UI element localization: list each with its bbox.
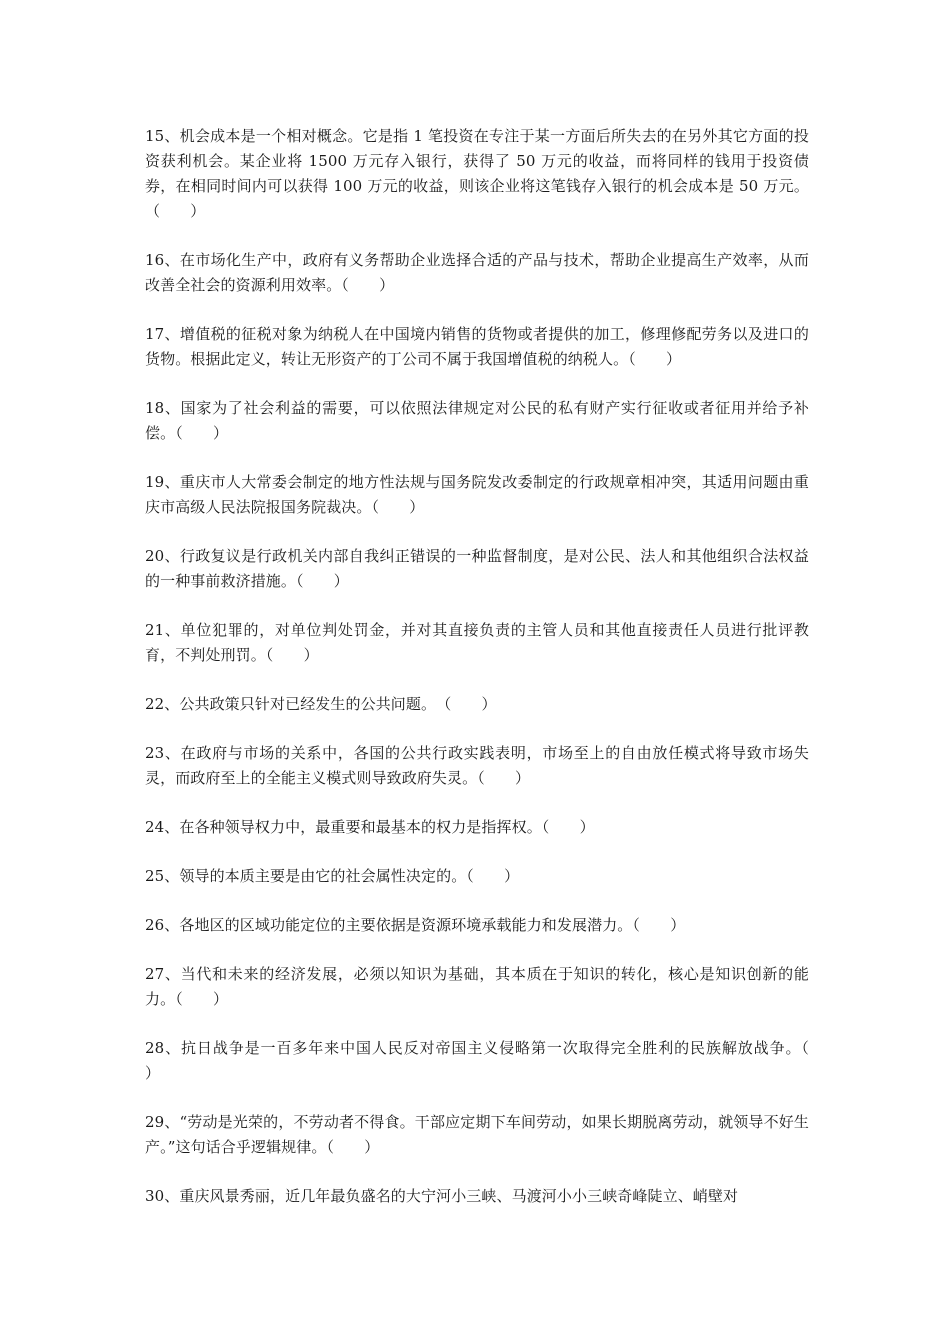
- question-16: 16、在市场化生产中，政府有义务帮助企业选择合适的产品与技术，帮助企业提高生产效率，从而改善全社会的资源利用效率。（ ）: [145, 251, 809, 294]
- question-list: [145, 124, 840, 1209]
- question-30: 30、重庆风景秀丽，近几年最负盛名的大宁河小三峡、马渡河小小三峡奇峰陡立、峭壁对: [145, 1187, 739, 1205]
- question-21: 21、单位犯罪的，对单位判处罚金，并对其直接负责的主管人员和其他直接责任人员进行批评教育，不判处刑罚。（ ）: [145, 621, 809, 664]
- question-17: 17、增值税的征税对象为纳税人在中国境内销售的货物或者提供的加工，修理修配劳务以及进口的货物。根据此定义，转让无形资产的丁公司不属于我国增值税的纳税人。（ ）: [145, 325, 809, 368]
- question-19: 19、重庆市人大常委会制定的地方性法规与国务院发改委制定的行政规章相冲突，其适用问题由重庆市高级人民法院报国务院裁决。（ ）: [145, 473, 809, 516]
- question-20: 20、行政复议是行政机关内部自我纠正错误的一种监督制度，是对公民、法人和其他组织合法权益的一种事前救济措施。（ ）: [145, 547, 809, 590]
- question-15: 15、机会成本是一个相对概念。它是指 1 笔投资在专注于某一方面后所失去的在另外其它方面的投资获利机会。某企业将 1500 万元存入银行，获得了 50 万元的收益，而将同样的钱用于投资债券，在相同时间内可以获得 100 万元的收益，则该企业将这笔钱存入银行的机会成本是 50 万元。（ ）: [145, 127, 809, 220]
- question-25: 25、领导的本质主要是由它的社会属性决定的。（ ）: [145, 867, 520, 885]
- question-23: 23、在政府与市场的关系中，各国的公共行政实践表明，市场至上的自由放任模式将导致市场失灵，而政府至上的全能主义模式则导致政府失灵。（ ）: [145, 744, 809, 787]
- question-27: 27、当代和未来的经济发展，必须以知识为基础，其本质在于知识的转化，核心是知识创新的能力。（ ）: [145, 965, 809, 1008]
- question-26: 26、各地区的区域功能定位的主要依据是资源环境承载能力和发展潜力。（ ）: [145, 916, 686, 934]
- question-28: 28、抗日战争是一百多年来中国人民反对帝国主义侵略第一次取得完全胜利的民族解放战争。（ ）: [145, 1039, 840, 1082]
- question-24: 24、在各种领导权力中，最重要和最基本的权力是指挥权。（ ）: [145, 818, 595, 836]
- question-22: 22、公共政策只针对已经发生的公共问题。 （ ）: [145, 695, 497, 713]
- question-18: 18、国家为了社会利益的需要，可以依照法律规定对公民的私有财产实行征收或者征用并给予补偿。（ ）: [145, 399, 809, 442]
- question-29: 29、“劳动是光荣的，不劳动者不得食。干部应定期下车间劳动，如果长期脱离劳动，就领导不好生产。”这句话合乎逻辑规律。（ ）: [145, 1113, 809, 1156]
